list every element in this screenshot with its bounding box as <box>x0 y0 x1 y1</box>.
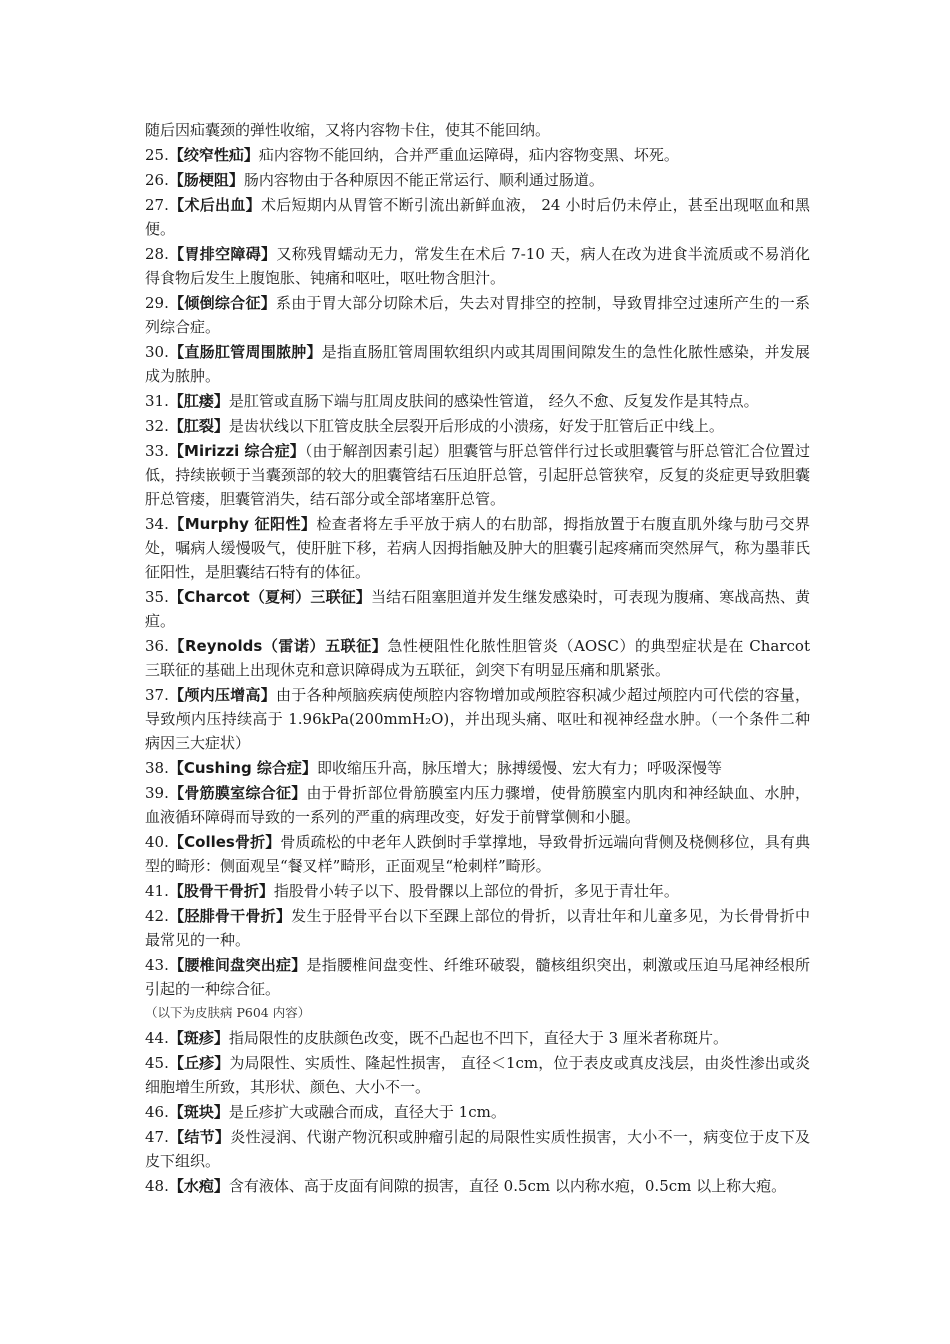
glossary-entry <box>145 291 810 339</box>
entry-number: 30. <box>145 343 169 361</box>
entry-number: 37. <box>145 686 169 704</box>
entry-number: 40. <box>145 833 169 851</box>
entry-term: 【颅内压增高】 <box>168 686 276 704</box>
entry-definition: 当结石阻塞胆道并发生继发感染时，可表现为腹痛、寒战高热、黄疸。 <box>145 588 810 630</box>
glossary-entry <box>145 340 810 388</box>
entry-definition: 急性梗阻性化脓性胆管炎（AOSC）的典型症状是在 Charcot 三联征的基础上出现休克和意识障碍成为五联征，剑突下有明显压痛和肌紧张。 <box>145 637 810 679</box>
entry-term: 【直肠肛管周围脓肿】 <box>168 343 322 361</box>
entry-definition: 是指腰椎间盘变性、纤维环破裂，髓核组织突出，刺激或压迫马尾神经根所引起的一种综合征。 <box>145 956 810 998</box>
glossary-entry <box>145 1026 810 1050</box>
entry-term: 【结节】 <box>168 1128 231 1146</box>
entry-term: 【肛裂】 <box>168 417 229 435</box>
entry-number: 33. <box>145 442 169 460</box>
glossary-entry <box>145 879 810 903</box>
entry-definition: 由于各种颅脑疾病使颅腔内容物增加或颅腔容积减少超过颅腔内可代偿的容量，导致颅内压持续高于 1.96kPa(200mmH₂O)，并出现头痛、呕吐和视神经盘水肿。（一个条件二种病因三大症状） <box>145 686 810 752</box>
entry-term: 【术后出血】 <box>168 196 261 214</box>
entry-term: 【肛瘘】 <box>168 392 229 410</box>
glossary-entry <box>145 585 810 633</box>
entry-number: 39. <box>145 784 169 802</box>
entry-number: 44. <box>145 1029 169 1047</box>
entry-term: 【丘疹】 <box>168 1054 230 1072</box>
entry-number: 46. <box>145 1103 169 1121</box>
glossary-entry <box>145 193 810 241</box>
entry-term: 【水疱】 <box>168 1177 229 1195</box>
entry-term: 【腰椎间盘突出症】 <box>168 956 307 974</box>
entry-term: 【倾倒综合征】 <box>168 294 276 312</box>
entry-term: 【骨筋膜室综合征】 <box>168 784 307 802</box>
dermatology-glossary-list <box>145 1026 810 1198</box>
entry-number: 36. <box>145 637 169 655</box>
entry-number: 25. <box>145 146 169 164</box>
entry-definition: 发生于胫骨平台以下至踝上部位的骨折，以青壮年和儿童多见，为长骨骨折中最常见的一种。 <box>145 907 810 949</box>
entry-definition: 炎性浸润、代谢产物沉积或肿瘤引起的局限性实质性损害，大小不一，病变位于皮下及皮下组织。 <box>145 1128 810 1170</box>
entry-definition: 术后短期内从胃管不断引流出新鲜血液， 24 小时后仍未停止，甚至出现呕血和黑便。 <box>145 196 810 238</box>
entry-definition: 骨质疏松的中老年人跌倒时手掌撑地，导致骨折远端向背侧及桡侧移位，具有典型的畸形：侧面观呈“餐叉样”畸形，正面观呈“枪刺样”畸形。 <box>145 833 810 875</box>
glossary-entry <box>145 414 810 438</box>
entry-term: 【肠梗阻】 <box>168 171 244 189</box>
entry-number: 38. <box>145 759 169 777</box>
entry-definition: 含有液体、高于皮面有间隙的损害，直径 0.5cm 以内称水疱，0.5cm 以上称大疱。 <box>228 1177 787 1195</box>
entry-definition: 是指直肠肛管周围软组织内或其周围间隙发生的急性化脓性感染，并发展成为脓肿。 <box>145 343 810 385</box>
entry-definition: 又称残胃蠕动无力，常发生在术后 7-10 天，病人在改为进食半流质或不易消化得食物后发生上腹饱胀、钝痛和呕吐，呕吐物含胆汁。 <box>145 245 810 287</box>
entry-number: 28. <box>145 245 169 263</box>
glossary-entry <box>145 634 810 682</box>
entry-term: 【Murphy 征阳性】 <box>168 515 317 533</box>
glossary-entry <box>145 1051 810 1099</box>
glossary-list <box>145 143 810 1001</box>
glossary-entry <box>145 1100 810 1124</box>
entry-number: 35. <box>145 588 169 606</box>
glossary-entry <box>145 143 810 167</box>
entry-definition: 即收缩压升高，脉压增大；脉搏缓慢、宏大有力；呼吸深慢等 <box>316 759 722 777</box>
entry-number: 26. <box>145 171 169 189</box>
continuation-text: 随后因疝囊颈的弹性收缩，又将内容物卡住，使其不能回纳。 <box>145 121 551 139</box>
entry-number: 43. <box>145 956 169 974</box>
entry-term: 【Colles骨折】 <box>168 833 281 851</box>
entry-number: 27. <box>145 196 169 214</box>
glossary-entry <box>145 683 810 755</box>
entry-term: 【斑疹】 <box>168 1029 229 1047</box>
glossary-entry <box>145 439 810 511</box>
entry-term: 【胃排空障碍】 <box>168 245 277 263</box>
entry-term: 【Reynolds（雷诺）五联征】 <box>168 637 388 655</box>
entry-number: 32. <box>145 417 169 435</box>
entry-definition: 肠内容物由于各种原因不能正常运行、顺利通过肠道。 <box>243 171 604 189</box>
entry-definition: （由于解剖因素引起）胆囊管与肝总管伴行过长或胆囊管与肝总管汇合位置过低，持续嵌顿于当囊颈部的较大的胆囊管结石压迫肝总管，引起肝总管狭窄，反复的炎症更导致胆囊肝总管瘘，胆囊管消失，结石部分或全部堵塞肝总管。 <box>145 442 810 508</box>
glossary-entry <box>145 756 810 780</box>
entry-definition: 系由于胃大部分切除术后，失去对胃排空的控制，导致胃排空过速所产生的一系列综合症。 <box>145 294 810 336</box>
entry-number: 45. <box>145 1054 169 1072</box>
entry-definition: 是齿状线以下肛管皮肤全层裂开后形成的小溃疡，好发于肛管后正中线上。 <box>228 417 724 435</box>
entry-number: 31. <box>145 392 169 410</box>
entry-definition: 是丘疹扩大或融合而成，直径大于 1cm。 <box>228 1103 506 1121</box>
glossary-entry <box>145 512 810 584</box>
entry-number: 48. <box>145 1177 169 1195</box>
entry-definition: 指股骨小转子以下、股骨髁以上部位的骨折，多见于青壮年。 <box>273 882 679 900</box>
entry-term: 【Charcot（夏柯）三联征】 <box>168 588 371 606</box>
entry-definition: 检查者将左手平放于病人的右肋部，拇指放置于右腹直肌外缘与肋弓交界处，嘱病人缓慢吸气，使肝脏下移，若病人因拇指触及肿大的胆囊引起疼痛而突然屏气，称为墨菲氏征阳性，是胆囊结石特有的体征。 <box>145 515 810 581</box>
entry-number: 41. <box>145 882 169 900</box>
entry-number: 47. <box>145 1128 169 1146</box>
entry-definition: 是肛管或直肠下端与肛周皮肤间的感染性管道， 经久不愈、反复发作是其特点。 <box>228 392 759 410</box>
glossary-entry <box>145 242 810 290</box>
entry-term: 【斑块】 <box>168 1103 229 1121</box>
entry-number: 29. <box>145 294 169 312</box>
glossary-entry <box>145 830 810 878</box>
glossary-entry <box>145 1125 810 1173</box>
glossary-entry <box>145 1174 810 1198</box>
entry-definition: 指局限性的皮肤颜色改变，既不凸起也不凹下，直径大于 3 厘米者称斑片。 <box>228 1029 728 1047</box>
entry-definition: 为局限性、实质性、隆起性损害， 直径＜1cm，位于表皮或真皮浅层，由炎性渗出或炎细胞增生所致，其形状、颜色、大小不一。 <box>145 1054 810 1096</box>
entry-term: 【Mirizzi 综合症】 <box>168 442 305 460</box>
glossary-entry <box>145 904 810 952</box>
entry-number: 34. <box>145 515 169 533</box>
glossary-entry <box>145 953 810 1001</box>
glossary-entry <box>145 389 810 413</box>
entry-term: 【股骨干骨折】 <box>168 882 274 900</box>
glossary-entry <box>145 168 810 192</box>
entry-term: 【绞窄性疝】 <box>168 146 259 164</box>
entry-definition: 疝内容物不能回纳，合并严重血运障碍，疝内容物变黑、坏死。 <box>258 146 679 164</box>
entry-term: 【胫腓骨干骨折】 <box>168 907 292 925</box>
entry-definition: 由于骨折部位骨筋膜室内压力骤增，使骨筋膜室内肌肉和神经缺血、水肿，血液循环障碍而导致的一系列的严重的病理改变，好发于前臂掌侧和小腿。 <box>145 784 810 826</box>
section-note: （以下为皮肤病 P604 内容） <box>145 1005 311 1020</box>
entry-term: 【Cushing 综合症】 <box>168 759 317 777</box>
entry-number: 42. <box>145 907 169 925</box>
glossary-entry <box>145 781 810 829</box>
